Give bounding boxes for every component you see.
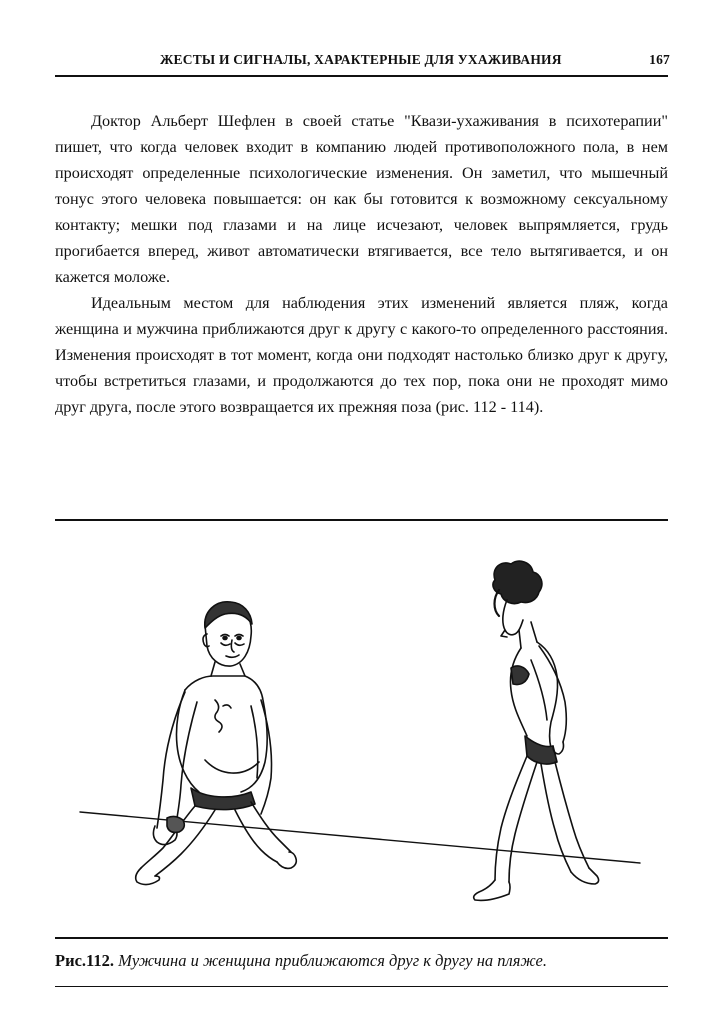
page-number: 167 (649, 52, 670, 67)
header-title: ЖЕСТЫ И СИГНАЛЫ, ХАРАКТЕРНЫЕ ДЛЯ УХАЖИВАНИЯ (160, 52, 562, 67)
paragraph: Доктор Альберт Шефлен в своей статье "Квази-ухаживания в психотерапии" пишет, что когда человек входит в компанию людей противоположного пола, в нем происходят определенные психологические изменения. Он заметил, что мышечный тонус этого человека повышается: он как бы готовится к возможному сексуальному контакту; мешки под глазами и на лице исчезают, человек выпрямляется, грудь прогибается вперед, живот автоматически втягивается, все тело вытягивается, и он кажется моложе. (55, 112, 668, 286)
horizon-line (80, 812, 640, 863)
running-header (160, 52, 670, 68)
figure-illustration (55, 530, 668, 930)
caption-bottom-rule (55, 986, 668, 987)
caption-text: Мужчина и женщина приближаются друг к другу на пляже. (118, 951, 547, 970)
figure-caption (55, 951, 668, 971)
header-rule (55, 75, 668, 77)
caption-number: Рис.112. (55, 951, 114, 970)
main-text (55, 108, 668, 420)
figure-top-rule (55, 519, 668, 521)
man-figure (136, 602, 297, 885)
paragraph: Идеальным местом для наблюдения этих изменений является пляж, когда женщина и мужчина приближаются друг к другу с какого-то определенного расстояния. Изменения происходят в тот момент, когда они подходят настолько близко друг к другу, чтобы встретиться глазами, и продолжаются до тех пор, пока они не проходят мимо друг друга, после этого возвращается их прежняя поза (рис. 112 - 114). (55, 294, 668, 416)
figure-bottom-rule (55, 937, 668, 939)
